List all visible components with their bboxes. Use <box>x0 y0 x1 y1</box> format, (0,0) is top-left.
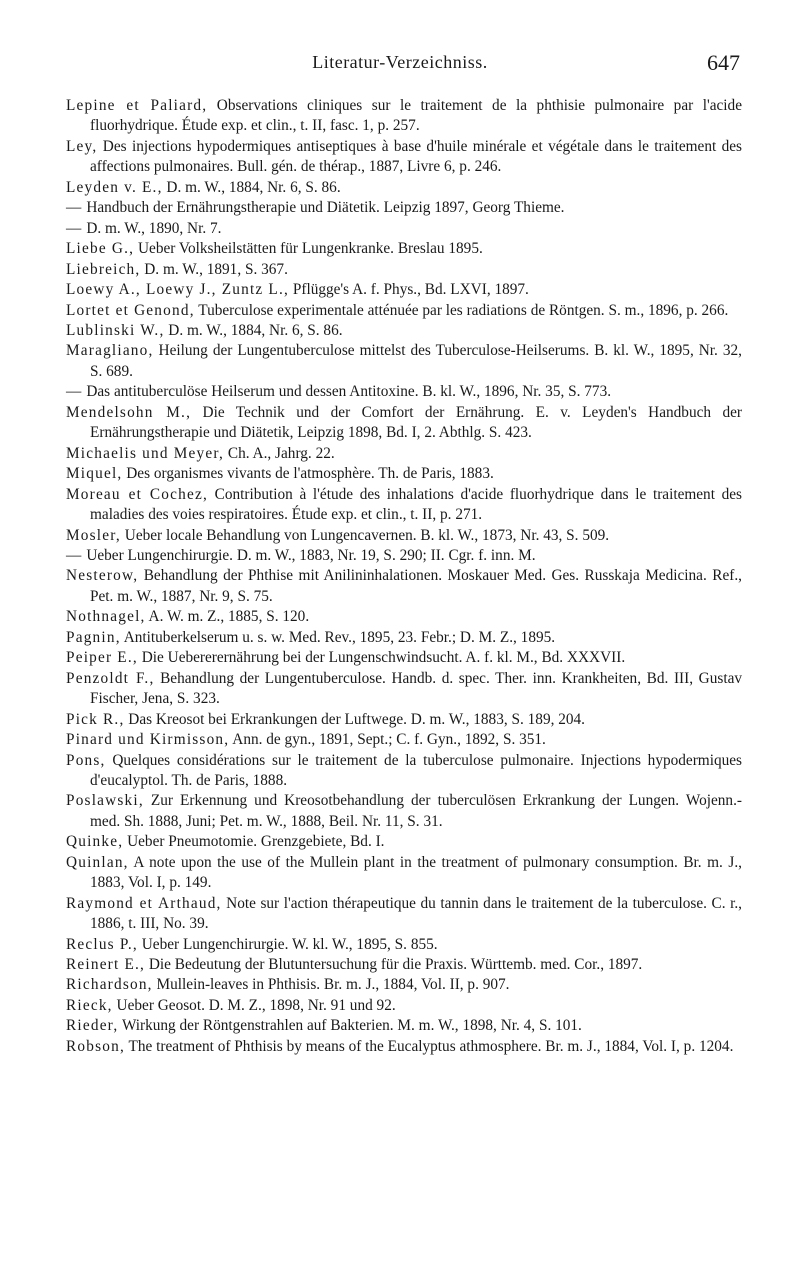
entry-text: Wirkung der Röntgenstrahlen auf Bakterien. M. m. W., 1898, Nr. 4, S. 101. <box>118 1017 582 1035</box>
entry-text: Das antituberculöse Heilserum und dessen Antitoxine. B. kl. W., 1896, Nr. 35, S. 773. <box>82 383 612 401</box>
page-number: 647 <box>707 50 740 75</box>
entry-author: Quinlan, <box>66 853 129 871</box>
entry-text: Antituberkelserum u. s. w. Med. Rev., 1895, 23. Febr.; D. M. Z., 1895. <box>120 628 556 646</box>
entry-author: Liebe G., <box>66 240 135 258</box>
entry-text: D. m. W., 1884, Nr. 6, S. 86. <box>164 321 343 339</box>
bibliography-entry <box>66 178 742 198</box>
page-header <box>60 46 740 86</box>
entry-text: Handbuch der Ernährungstherapie und Diätetik. Leipzig 1897, Georg Thieme. <box>82 199 565 217</box>
entry-author: Moreau et Cochez, <box>66 485 208 503</box>
entry-text: Ueber Lungenchirurgie. W. kl. W., 1895, S. 855. <box>137 935 438 953</box>
entry-author: Mosler, <box>66 526 121 544</box>
bibliography-entry <box>66 832 742 852</box>
entry-text: Des organismes vivants de l'atmosphère. Th. de Paris, 1883. <box>122 465 494 483</box>
entry-text: Das Kreosot bei Erkrankungen der Luftwege. D. m. W., 1883, S. 189, 204. <box>124 710 586 728</box>
entry-author: Rieder, <box>66 1017 119 1035</box>
entry-author: Michaelis und Meyer, <box>66 444 225 462</box>
entry-text: D. m. W., 1891, S. 367. <box>140 260 288 278</box>
entry-author: Rieck, <box>66 996 113 1014</box>
entry-author: Quinke, <box>66 833 124 851</box>
entry-text: Ueber Geosot. D. M. Z., 1898, Nr. 91 und 92. <box>112 996 396 1014</box>
entry-author: Leyden v. E., <box>66 178 163 196</box>
entry-text: Behandlung der Phthise mit Anilininhalationen. Moskauer Med. Ges. Russkaja Medicina. Ref., Pet. m. W., 1887, Nr. 9, S. 75. <box>90 567 742 605</box>
bibliography-entry <box>66 935 742 955</box>
entry-text: Ueber Volksheilstätten für Lungenkranke. Breslau 1895. <box>134 240 483 258</box>
bibliography-entry <box>66 96 742 137</box>
bibliography-list <box>66 96 742 1057</box>
bibliography-entry <box>66 648 742 668</box>
bibliography-entry <box>66 403 742 444</box>
entry-text: Heilung der Lungentuberculose mittelst des Tuberculose-Heilserums. B. kl. W., 1895, Nr. 32, S. 689. <box>90 342 742 380</box>
entry-text: Tuberculose experimentale atténuée par les radiations de Röntgen. S. m., 1896, p. 266. <box>194 301 729 319</box>
bibliography-entry <box>66 444 742 464</box>
entry-author: Loewy A., Loewy J., Zuntz L., <box>66 281 290 299</box>
bibliography-entry <box>66 975 742 995</box>
bibliography-entry <box>66 526 742 546</box>
entry-author: Liebreich, <box>66 260 141 278</box>
bibliography-entry <box>66 260 742 280</box>
entry-author: Raymond et Arthaud, <box>66 894 222 912</box>
entry-text: Ueber locale Behandlung von Lungencavernen. B. kl. W., 1873, Nr. 43, S. 509. <box>120 526 610 544</box>
bibliography-entry <box>66 669 742 710</box>
entry-text: Pflügge's A. f. Phys., Bd. LXVI, 1897. <box>289 281 529 299</box>
entry-text: Ueber Lungenchirurgie. D. m. W., 1883, Nr. 19, S. 290; II. Cgr. f. inn. M. <box>82 546 536 564</box>
entry-text: Ueber Pneumotomie. Grenzgebiete, Bd. I. <box>123 833 385 851</box>
bibliography-entry <box>66 1016 742 1036</box>
entry-text: Behandlung der Lungentuberculose. Handb. d. spec. Ther. inn. Krankheiten, Bd. III, Gustav Fischer, Jena, S. 323. <box>90 669 743 708</box>
entry-text: Contribution à l'étude des inhalations d'acide fluorhydrique dans le traitement des maladies des voies respiratoires. Étude exp. et clin., t. II, p. 271. <box>90 485 742 524</box>
entry-text: D. m. W., 1884, Nr. 6, S. 86. <box>162 178 341 196</box>
entry-author: Reclus P., <box>66 935 138 953</box>
entry-text: Des injections hypodermiques antiseptiques à base d'huile minérale et végétale dans le traitement des affections pulmonaires. Bull. gén. de thérap., 1887, Livre 6, p. 246. <box>90 137 742 176</box>
entry-text: Die Bedeutung der Blutuntersuchung für die Praxis. Württemb. med. Cor., 1897. <box>145 956 643 974</box>
bibliography-entry <box>66 1037 742 1057</box>
entry-author: Peiper E., <box>66 649 138 667</box>
bibliography-entry <box>66 239 742 259</box>
entry-text: Quelques considérations sur le traitement de la tuberculose pulmonaire. Injections hypodermiques d'eucalyptol. Th. de Paris, 1888. <box>90 751 742 789</box>
entry-text: Die Uebererernährung bei der Lungenschwindsucht. A. f. kl. M., Bd. XXXVII. <box>137 649 626 667</box>
entry-author: Mendelsohn M., <box>66 403 192 421</box>
bibliography-entry <box>66 996 742 1016</box>
entry-author: Richardson, <box>66 976 153 994</box>
bibliography-entry <box>66 485 742 526</box>
entry-text: A note upon the use of the Mullein plant in the treatment of pulmonary consumption. Br. m. J., 1883, Vol. I, p. 149. <box>90 853 742 892</box>
entry-author: Nothnagel, <box>66 608 146 626</box>
entry-author: — <box>66 219 83 237</box>
entry-author: Pick R., <box>66 710 125 728</box>
entry-text: Observations cliniques sur le traitement de la phthisie pulmonaire par l'acide fluorhydrique. Étude exp. et clin., t. II, fasc. 1, p. 257. <box>90 97 742 135</box>
bibliography-entry <box>66 710 742 730</box>
entry-text: The treatment of Phthisis by means of the Eucalyptus athmosphere. Br. m. J., 1884, Vol. I, p. 1204. <box>124 1037 734 1055</box>
entry-author: — <box>66 199 83 217</box>
bibliography-entry <box>66 137 742 178</box>
bibliography-entry <box>66 198 742 218</box>
entry-text: Die Technik und der Comfort der Ernährung. E. v. Leyden's Handbuch der Ernährungstherapie und Diätetik, Leipzig 1898, Bd. I, 2. Abthlg. S. 423. <box>90 403 743 442</box>
bibliography-entry <box>66 628 742 648</box>
entry-text: Ann. de gyn., 1891, Sept.; C. f. Gyn., 1892, S. 351. <box>229 731 546 749</box>
entry-author: Maragliano, <box>66 342 154 360</box>
entry-author: Penzoldt F., <box>66 669 155 687</box>
bibliography-entry <box>66 301 742 321</box>
entry-author: Reinert E., <box>66 956 146 974</box>
bibliography-entry <box>66 382 742 402</box>
entry-author: Miquel, <box>66 465 123 483</box>
bibliography-entry <box>66 341 742 382</box>
entry-text: Note sur l'action thérapeutique du tannin dans le traitement de la tuberculose. C. r., 1886, t. III, No. 39. <box>90 894 743 933</box>
entry-author: Ley, <box>66 137 98 155</box>
entry-author: Lortet et Genond, <box>66 301 195 319</box>
entry-text: Ch. A., Jahrg. 22. <box>224 444 335 462</box>
bibliography-entry <box>66 791 742 832</box>
bibliography-entry <box>66 546 742 566</box>
entry-text: Zur Erkennung und Kreosotbehandlung der tuberculösen Erkrankung der Lungen. Wojenn.- med. Sh. 1888, Juni; Pet. m. W., 1888, Beil. Nr. 11, S. 31. <box>90 792 742 830</box>
bibliography-entry <box>66 730 742 750</box>
entry-author: Nesterow, <box>66 567 139 585</box>
entry-text: A. W. m. Z., 1885, S. 120. <box>145 608 310 626</box>
entry-text: D. m. W., 1890, Nr. 7. <box>82 219 222 237</box>
entry-text: Mullein-leaves in Phthisis. Br. m. J., 1884, Vol. II, p. 907. <box>152 976 510 994</box>
bibliography-entry <box>66 955 742 975</box>
entry-author: Pagnin, <box>66 628 121 646</box>
bibliography-entry <box>66 219 742 239</box>
bibliography-entry <box>66 853 742 894</box>
bibliography-entry <box>66 566 742 607</box>
entry-author: Robson, <box>66 1037 125 1055</box>
bibliography-entry <box>66 894 742 935</box>
entry-author: Pons, <box>66 751 106 769</box>
entry-author: — <box>66 383 83 401</box>
bibliography-entry <box>66 607 742 627</box>
entry-author: Pinard und Kirmisson, <box>66 731 230 749</box>
entry-author: Lepine et Paliard, <box>66 97 208 114</box>
entry-author: Lublinski W., <box>66 321 165 339</box>
bibliography-entry <box>66 280 742 300</box>
running-title: Literatur-Verzeichniss. <box>312 52 488 72</box>
bibliography-entry <box>66 321 742 341</box>
bibliography-entry <box>66 751 742 792</box>
entry-author: — <box>66 546 83 564</box>
bibliography-entry <box>66 464 742 484</box>
entry-author: Poslawski, <box>66 792 144 810</box>
